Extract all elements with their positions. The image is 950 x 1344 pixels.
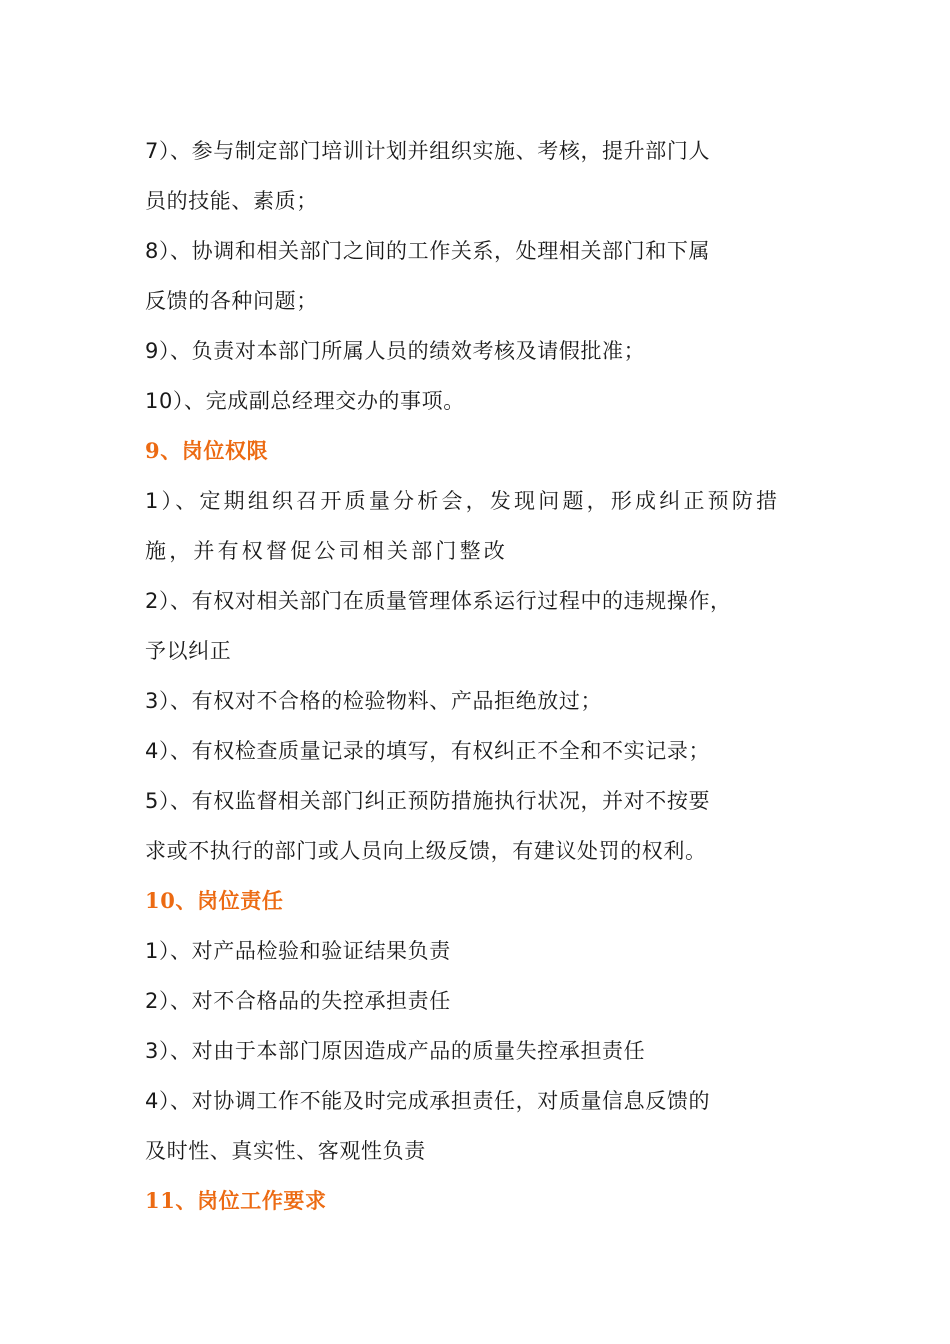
authority-item-3: 3）、有权对不合格的检验物料、产品拒绝放过； (145, 689, 603, 713)
authority-item-4: 4）、有权检查质量记录的填写，有权纠正不全和不实记录； (145, 739, 711, 763)
duty-item-10: 10）、完成副总经理交办的事项。 (145, 389, 465, 413)
responsibility-item-2: 2）、对不合格品的失控承担责任 (145, 989, 451, 1013)
responsibility-item-1: 1）、对产品检验和验证结果负责 (145, 939, 451, 963)
authority-item-2-line-2: 予以纠正 (145, 639, 232, 663)
duty-item-7-line-1: 7）、参与制定部门培训计划并组织实施、考核，提升部门人 (145, 139, 711, 163)
section-heading-work-requirements: 11、岗位工作要求 (145, 1188, 327, 1213)
section-heading-responsibility: 10、岗位责任 (145, 888, 284, 913)
duty-item-9: 9）、负责对本部门所属人员的绩效考核及请假批准； (145, 339, 646, 363)
authority-item-1-line-2: 施，并有权督促公司相关部门整改 (145, 539, 508, 563)
section-heading-authority: 9、岗位权限 (145, 438, 269, 463)
duty-item-8-line-2: 反馈的各种问题； (145, 289, 318, 313)
authority-item-5-line-1: 5）、有权监督相关部门纠正预防措施执行状况，并对不按要 (145, 789, 711, 813)
authority-item-2-line-1: 2）、有权对相关部门在质量管理体系运行过程中的违规操作， (145, 589, 732, 613)
authority-item-5-line-2: 求或不执行的部门或人员向上级反馈，有建议处罚的权利。 (145, 839, 707, 863)
duty-item-8-line-1: 8）、协调和相关部门之间的工作关系，处理相关部门和下属 (145, 239, 711, 263)
document-body (145, 126, 805, 1226)
duty-item-7-line-2: 员的技能、素质； (145, 189, 318, 213)
authority-item-1-line-1: 1）、定期组织召开质量分析会，发现问题，形成纠正预防措 (145, 489, 781, 513)
responsibility-item-3: 3）、对由于本部门原因造成产品的质量失控承担责任 (145, 1039, 646, 1063)
responsibility-item-4-line-1: 4）、对协调工作不能及时完成承担责任，对质量信息反馈的 (145, 1089, 711, 1113)
responsibility-item-4-line-2: 及时性、真实性、客观性负责 (145, 1139, 426, 1163)
